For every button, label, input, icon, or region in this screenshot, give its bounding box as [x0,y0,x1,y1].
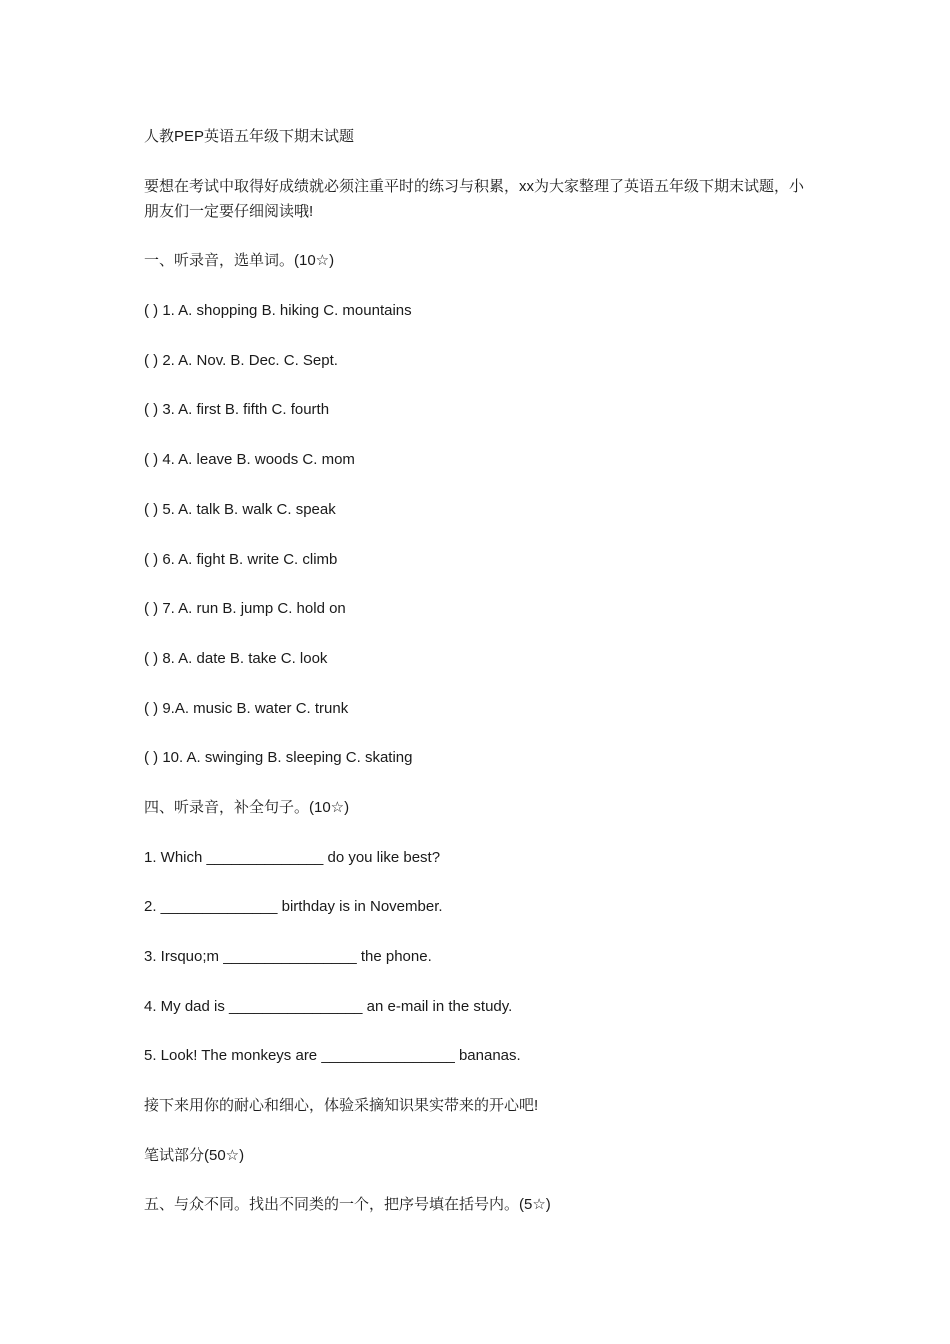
question-item: ( ) 9.A. music B. water C. trunk [144,699,349,717]
sentence-item: 5. Look! The monkeys are ________________ bananas. [144,1047,521,1065]
question-item: ( ) 5. A. talk B. walk C. speak [144,500,336,518]
question-item: ( ) 4. A. leave B. woods C. mom [144,451,355,469]
question-item: ( ) 7. A. run B. jump C. hold on [144,600,346,618]
question-item: ( ) 8. A. date B. take C. look [144,649,328,667]
section-5-heading: 五、与众不同。找出不同类的一个，把序号填在括号内。(5☆) [144,1196,551,1214]
question-item: ( ) 6. A. fight B. write C. climb [144,550,338,568]
question-item: ( ) 2. A. Nov. B. Dec. C. Sept. [144,351,338,369]
written-part-heading: 笔试部分(50☆) [144,1146,245,1164]
sentence-item: 2. ______________ birthday is in November. [144,898,443,916]
section-4-heading: 四、听录音，补全句子。(10☆) [144,798,350,816]
section-1-heading: 一、听录音，选单词。(10☆) [144,252,335,270]
document-title: 人教PEP英语五年级下期末试题 [144,128,355,145]
sentence-item: 3. Irsquo;m ________________ the phone. [144,948,432,965]
intro-paragraph: 要想在考试中取得好成绩就必须注重平时的练习与积累，xx为大家整理了英语五年级下期末试题，小朋友们一定要仔细阅读哦! [144,177,805,220]
question-item: ( ) 1. A. shopping B. hiking C. mountains [144,302,412,320]
sentence-item: 4. My dad is ________________ an e-mail in the study. [144,997,513,1015]
question-item: ( ) 10. A. swinging B. sleeping C. skating [144,749,413,767]
transition-paragraph: 接下来用你的耐心和细心，体验采摘知识果实带来的开心吧! [144,1097,539,1115]
document-page [144,124,816,1242]
question-item: ( ) 3. A. first B. fifth C. fourth [144,401,330,419]
sentence-item: 1. Which ______________ do you like best? [144,848,441,866]
